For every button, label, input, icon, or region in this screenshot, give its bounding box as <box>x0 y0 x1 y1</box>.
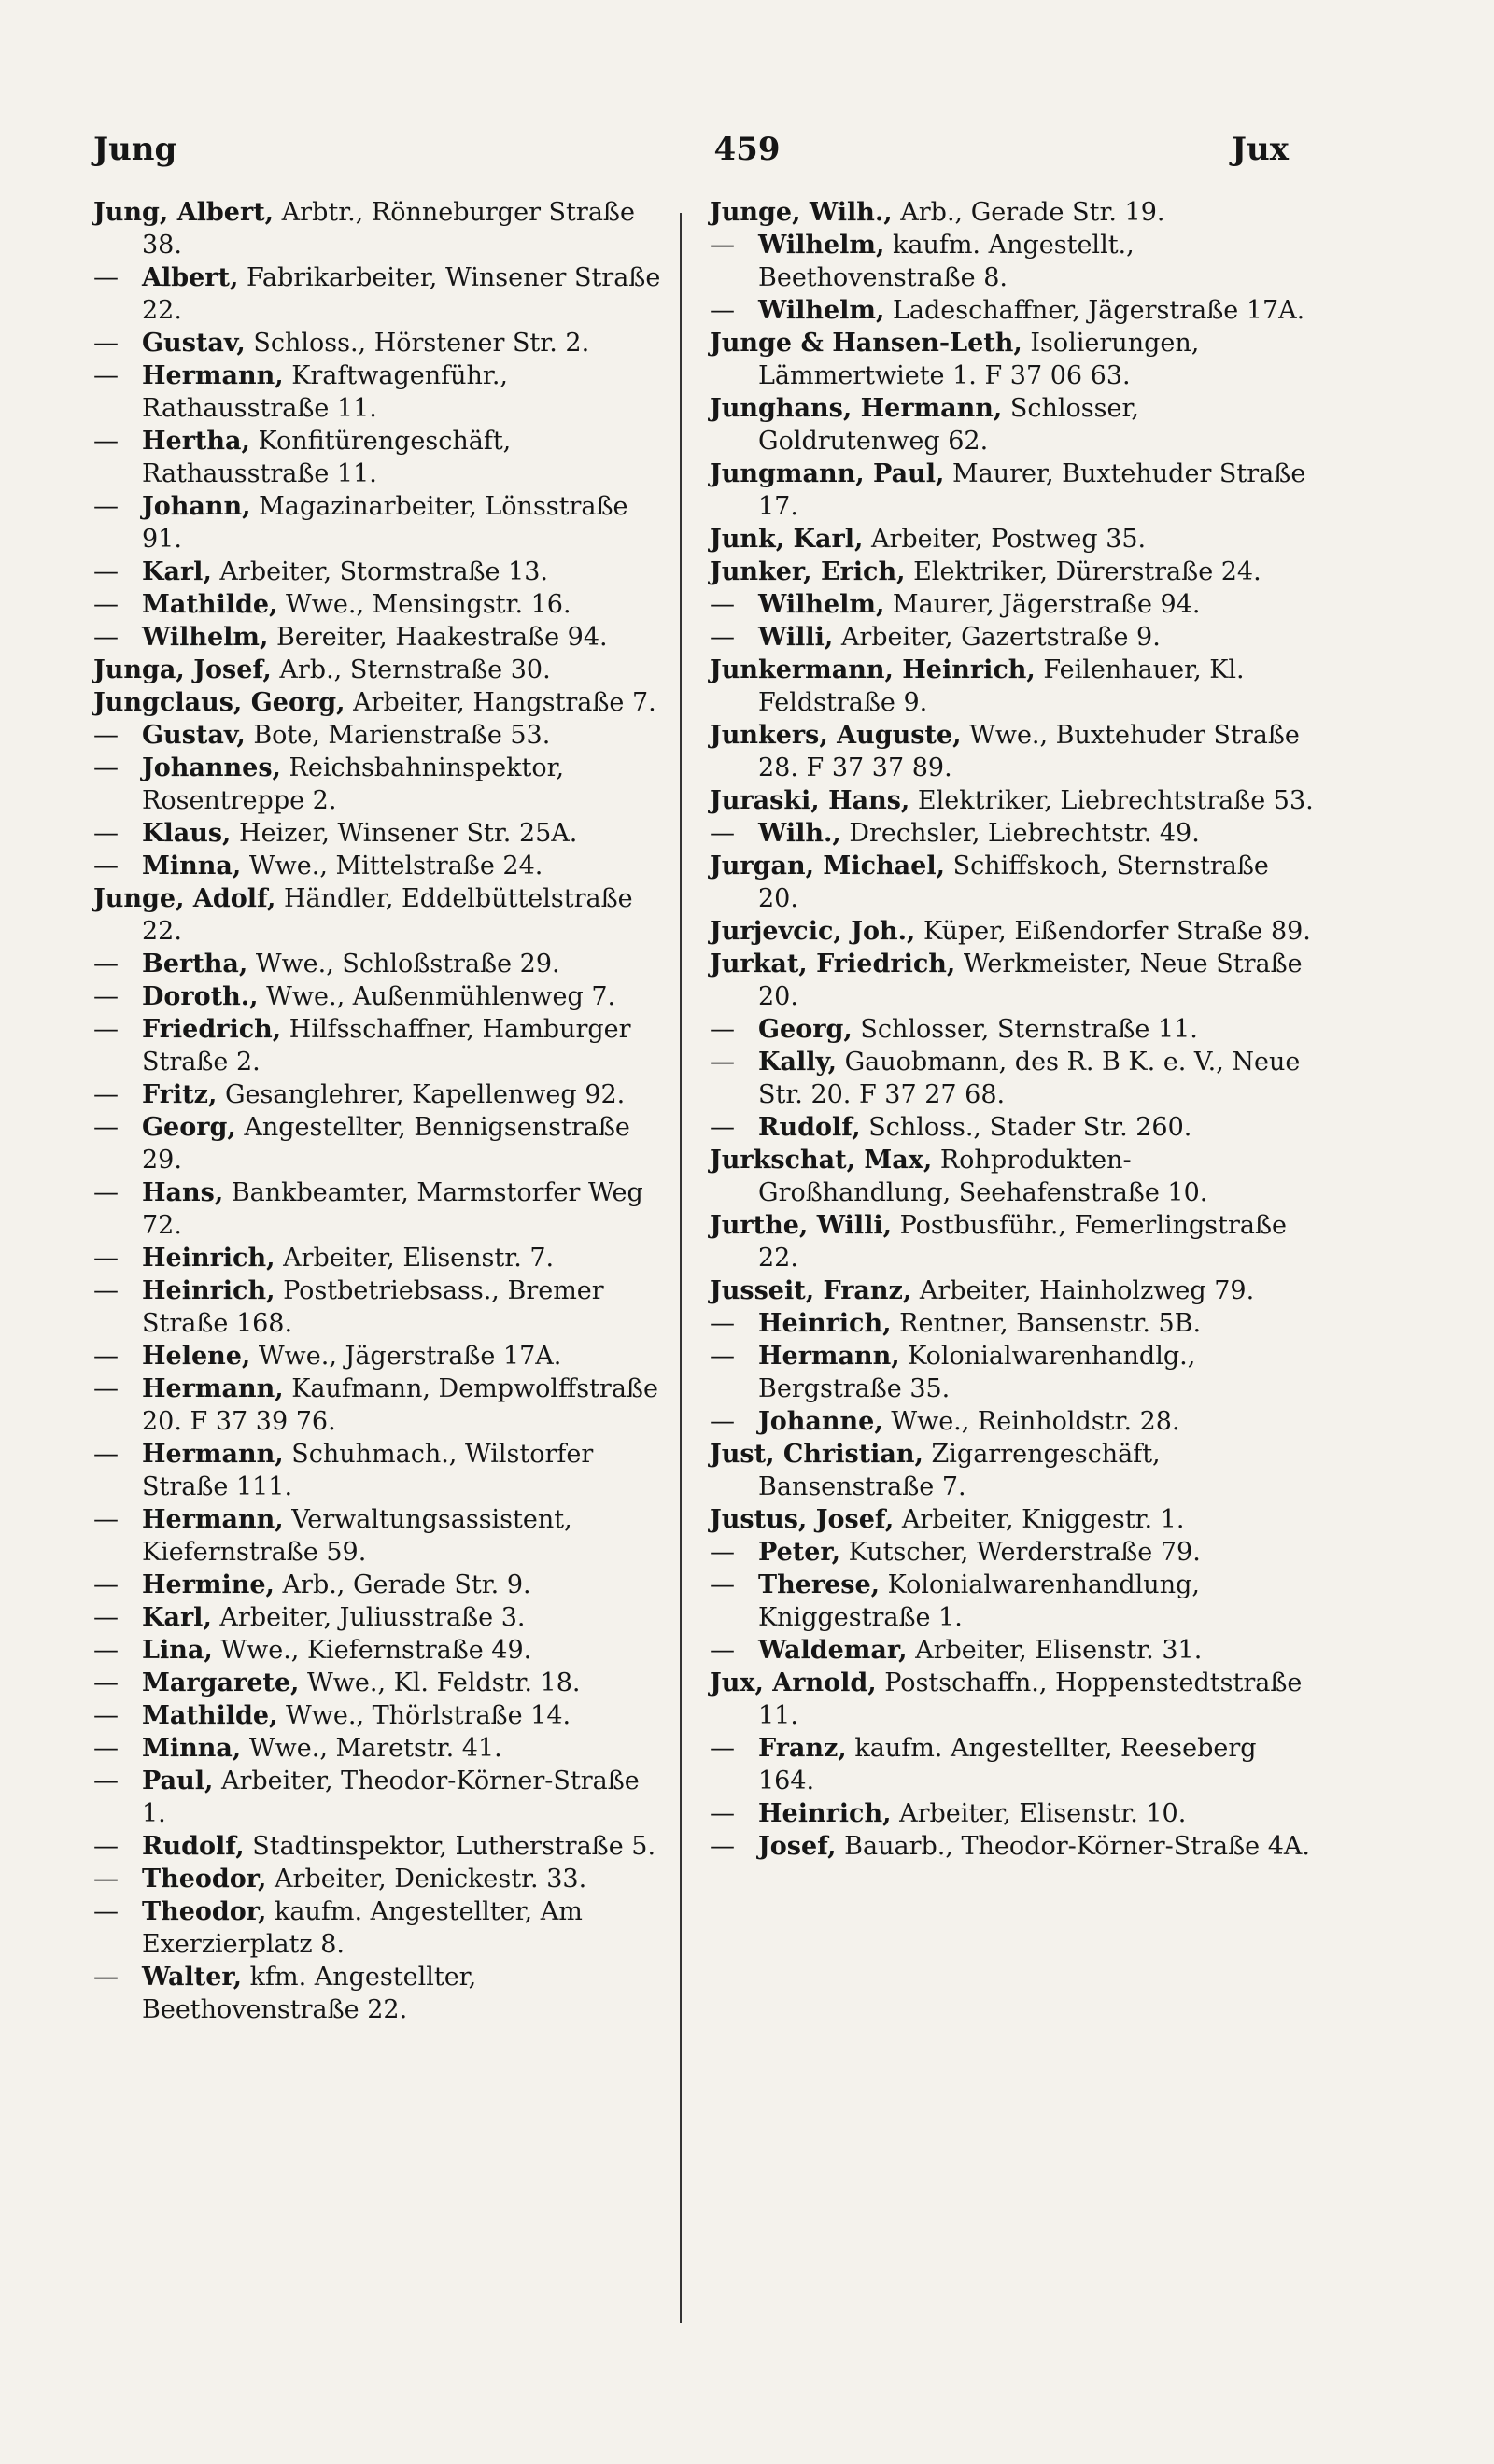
entry-name: Junker, Erich, <box>710 557 906 586</box>
directory-entry <box>93 1830 663 1863</box>
entry-details: Kraftwagenführ., Rathausstraße 11. <box>142 361 508 423</box>
ditto-dash: — <box>710 231 735 260</box>
ditto-dash: — <box>93 1276 119 1305</box>
entry-details: Arbeiter, Elisenstr. 31. <box>907 1636 1203 1665</box>
entry-details: Wwe., Außenmühlenweg 7. <box>258 982 616 1011</box>
entry-name: Jungclaus, Georg, <box>93 688 345 717</box>
ditto-dash: — <box>93 819 119 848</box>
entry-name: Jurkschat, Max, <box>710 1146 933 1175</box>
entry-name: Hermine, <box>142 1570 275 1599</box>
ditto-dash: — <box>93 1865 119 1894</box>
ditto-dash: — <box>93 982 119 1011</box>
entry-details: Wwe., Mensingstr. 16. <box>277 590 571 619</box>
directory-entry <box>93 654 663 686</box>
entry-name: Helene, <box>142 1342 251 1371</box>
directory-entry <box>710 1307 1317 1340</box>
directory-entry <box>710 1111 1317 1144</box>
ditto-dash: — <box>93 1080 119 1109</box>
entry-name: Lina, <box>142 1636 213 1665</box>
entry-name: Rudolf, <box>758 1113 861 1142</box>
ditto-dash: — <box>710 590 735 619</box>
directory-entry <box>93 1863 663 1895</box>
ditto-dash: — <box>93 1113 119 1142</box>
entry-name: Margarete, <box>142 1668 300 1697</box>
entry-name: Karl, <box>142 557 212 586</box>
ditto-dash: — <box>710 1832 735 1861</box>
directory-entry <box>93 621 663 654</box>
entry-details: Arb., Gerade Str. 19. <box>892 198 1165 227</box>
entry-details: Wwe., Maretstr. 41. <box>241 1734 502 1763</box>
entry-details: Bote, Marienstraße 53. <box>245 721 551 750</box>
header-right-catchword: Jux <box>1231 131 1289 168</box>
ditto-dash: — <box>93 427 119 456</box>
ditto-dash: — <box>93 1342 119 1371</box>
directory-entry <box>710 621 1317 654</box>
directory-entry <box>710 196 1317 229</box>
entry-name: Karl, <box>142 1603 212 1632</box>
ditto-dash: — <box>93 1015 119 1044</box>
entry-name: Johanne, <box>758 1407 883 1436</box>
directory-entry <box>93 1961 663 2026</box>
ditto-dash: — <box>710 296 735 325</box>
entry-name: Wilhelm, <box>758 590 885 619</box>
entry-name: Junge & Hansen-Leth, <box>710 329 1022 358</box>
directory-entry <box>93 327 663 359</box>
entry-details: Wwe., Buxtehuder Straße 28. F 37 37 89. <box>758 721 1300 782</box>
entry-details: Reichsbahninspektor, Rosentreppe 2. <box>142 753 565 815</box>
entry-name: Mathilde, <box>142 1701 278 1730</box>
directory-entry <box>93 1013 663 1078</box>
entry-details: Kolonialwarenhandlg., Bergstraße 35. <box>758 1342 1196 1403</box>
ditto-dash: — <box>93 1570 119 1599</box>
entry-details: kaufm. Angestellt., Beethovenstraße 8. <box>758 231 1135 292</box>
entry-name: Johann, <box>142 492 251 521</box>
entry-details: Wwe., Schloßstraße 29. <box>247 950 560 979</box>
ditto-dash: — <box>93 329 119 358</box>
directory-entry <box>710 588 1317 621</box>
entry-details: Bauarb., Theodor-Körner-Straße 4A. <box>836 1832 1310 1861</box>
directory-entry <box>93 1503 663 1569</box>
entry-details: Postbusführ., Femerlingstraße 22. <box>758 1211 1287 1273</box>
entry-details: Werkmeister, Neue Straße 20. <box>758 950 1303 1011</box>
entry-name: Josef, <box>758 1832 837 1861</box>
directory-entry <box>710 1274 1317 1307</box>
entry-details: Kutscher, Werderstraße 79. <box>840 1538 1201 1567</box>
directory-entry <box>710 1667 1317 1732</box>
ditto-dash: — <box>710 1799 735 1828</box>
entry-details: Ladeschaffner, Jägerstraße 17A. <box>884 296 1305 325</box>
directory-entry <box>710 556 1317 588</box>
directory-entry <box>93 817 663 850</box>
entry-name: Theodor, <box>142 1865 267 1894</box>
directory-entry <box>710 817 1317 850</box>
ditto-dash: — <box>93 1832 119 1861</box>
directory-entry <box>93 719 663 752</box>
entry-details: Wwe., Kiefernstraße 49. <box>212 1636 532 1665</box>
directory-entry <box>710 294 1317 327</box>
ditto-dash: — <box>710 1538 735 1567</box>
entry-name: Heinrich, <box>758 1799 892 1828</box>
entry-name: Friedrich, <box>142 1015 282 1044</box>
ditto-dash: — <box>93 1701 119 1730</box>
entry-details: Arbeiter, Hainholzweg 79. <box>911 1276 1255 1305</box>
entry-name: Willi, <box>758 623 834 652</box>
directory-entry <box>710 1503 1317 1536</box>
entry-details: Arbeiter, Stormstraße 13. <box>211 557 549 586</box>
ditto-dash: — <box>93 623 119 652</box>
entry-name: Jurthe, Willi, <box>710 1211 892 1240</box>
entry-details: Wwe., Mittelstraße 24. <box>241 852 543 880</box>
entry-details: Bereiter, Haakestraße 94. <box>268 623 608 652</box>
directory-entry <box>710 327 1317 392</box>
entry-name: Just, Christian, <box>710 1440 923 1469</box>
directory-entry <box>93 196 663 261</box>
directory-entry <box>710 458 1317 523</box>
directory-entry <box>93 948 663 980</box>
ditto-dash: — <box>93 1440 119 1469</box>
directory-entry <box>710 1340 1317 1405</box>
directory-entry <box>710 1634 1317 1667</box>
directory-entry <box>710 1013 1317 1046</box>
entry-details: Wwe., Reinholdstr. 28. <box>882 1407 1180 1436</box>
entry-name: Minna, <box>142 852 242 880</box>
entry-details: Isolierungen, Lämmertwiete 1. F 37 06 63. <box>758 329 1200 390</box>
ditto-dash: — <box>710 1015 735 1044</box>
ditto-dash: — <box>710 1407 735 1436</box>
entry-details: Postschaffn., Hoppenstedtstraße 11. <box>758 1668 1303 1730</box>
entry-details: Schloss., Stader Str. 260. <box>860 1113 1192 1142</box>
directory-entry <box>710 1438 1317 1503</box>
entry-details: Postbetriebsass., Bremer Straße 168. <box>142 1276 604 1338</box>
entry-details: Kolonialwarenhandlung, Kniggestraße 1. <box>758 1570 1200 1632</box>
entry-name: Paul, <box>142 1767 214 1795</box>
entry-name: Albert, <box>142 263 239 292</box>
entry-details: Elektriker, Dürerstraße 24. <box>905 557 1261 586</box>
directory-entry <box>710 784 1317 817</box>
entry-name: Georg, <box>142 1113 236 1142</box>
entry-name: Heinrich, <box>758 1309 892 1338</box>
ditto-dash: — <box>93 1178 119 1207</box>
directory-entry <box>710 1830 1317 1863</box>
entry-name: Waldemar, <box>758 1636 908 1665</box>
entry-name: Junga, Josef, <box>93 655 272 684</box>
entry-name: Fritz, <box>142 1080 218 1109</box>
header-left-catchword: Jung <box>93 131 177 168</box>
directory-entry <box>93 850 663 882</box>
ditto-dash: — <box>93 1505 119 1534</box>
directory-entry <box>710 1569 1317 1634</box>
directory-entry <box>93 588 663 621</box>
entry-name: Franz, <box>758 1734 847 1763</box>
entry-details: Arbeiter, Juliusstraße 3. <box>211 1603 526 1632</box>
entry-details: Arbeiter, Kniggestr. 1. <box>894 1505 1185 1534</box>
ditto-dash: — <box>93 590 119 619</box>
directory-entry <box>93 1242 663 1274</box>
ditto-dash: — <box>93 1963 119 1992</box>
entry-details: Heizer, Winsener Str. 25A. <box>231 819 578 848</box>
entry-name: Junge, Adolf, <box>93 884 276 913</box>
entry-name: Jurjevcic, Joh., <box>710 917 916 946</box>
ditto-dash: — <box>710 1734 735 1763</box>
entry-details: Arbeiter, Postweg 35. <box>863 525 1147 554</box>
directory-entry <box>710 1046 1317 1111</box>
directory-entry <box>93 1078 663 1111</box>
directory-entry <box>93 686 663 719</box>
directory-entry <box>93 1340 663 1373</box>
ditto-dash: — <box>93 1374 119 1403</box>
directory-entry <box>710 1144 1317 1209</box>
entry-details: Fabrikarbeiter, Winsener Straße 22. <box>142 263 661 325</box>
ditto-dash: — <box>93 361 119 390</box>
entry-name: Junk, Karl, <box>710 525 864 554</box>
directory-entry <box>710 654 1317 719</box>
entry-name: Junghans, Hermann, <box>710 394 1003 423</box>
entry-details: Schuhmach., Wilstorfer Straße 111. <box>142 1440 594 1501</box>
right-column <box>710 196 1317 1863</box>
entry-details: Verwaltungsassistent, Kiefernstraße 59. <box>142 1505 572 1567</box>
entry-name: Walter, <box>142 1963 243 1992</box>
entry-details: kfm. Angestellter, Beethovenstraße 22. <box>142 1963 477 2024</box>
ditto-dash: — <box>93 1897 119 1926</box>
directory-entry <box>93 556 663 588</box>
left-column <box>93 196 663 2026</box>
ditto-dash: — <box>93 721 119 750</box>
entry-details: Gauobmann, des R. B K. e. V., Neue Str. 20. F 37 27 68. <box>758 1048 1301 1109</box>
directory-entry <box>710 719 1317 784</box>
entry-name: Therese, <box>758 1570 881 1599</box>
entry-details: Küper, Eißendorfer Straße 89. <box>915 917 1311 946</box>
entry-details: kaufm. Angestellter, Reeseberg 164. <box>758 1734 1257 1795</box>
directory-entry <box>710 1732 1317 1797</box>
directory-entry <box>93 752 663 817</box>
ditto-dash: — <box>93 950 119 979</box>
ditto-dash: — <box>93 1244 119 1273</box>
entry-details: Schlosser, Goldrutenweg 62. <box>758 394 1140 456</box>
ditto-dash: — <box>93 852 119 880</box>
directory-entry <box>710 915 1317 948</box>
entry-details: Schlosser, Sternstraße 11. <box>852 1015 1198 1044</box>
ditto-dash: — <box>93 1636 119 1665</box>
directory-entry <box>710 523 1317 556</box>
directory-entry <box>93 1176 663 1242</box>
entry-name: Hertha, <box>142 427 250 456</box>
directory-entry <box>93 1895 663 1961</box>
directory-entry <box>93 1732 663 1765</box>
entry-name: Mathilde, <box>142 590 278 619</box>
running-header <box>0 131 1494 177</box>
directory-entry <box>93 1667 663 1699</box>
ditto-dash: — <box>710 1113 735 1142</box>
entry-details: Elektriker, Liebrechtstraße 53. <box>909 786 1314 815</box>
ditto-dash: — <box>710 1309 735 1338</box>
entry-details: Arbeiter, Elisenstr. 7. <box>275 1244 555 1273</box>
entry-name: Johannes, <box>142 753 281 782</box>
column-divider <box>680 213 682 2323</box>
entry-name: Hermann, <box>142 1440 284 1469</box>
directory-entry <box>710 1536 1317 1569</box>
entry-details: Wwe., Kl. Feldstr. 18. <box>299 1668 581 1697</box>
entry-name: Heinrich, <box>142 1276 275 1305</box>
ditto-dash: — <box>710 1048 735 1077</box>
entry-name: Jux, Arnold, <box>710 1668 877 1697</box>
directory-entry <box>93 1601 663 1634</box>
entry-details: Angestellter, Bennigsenstraße 29. <box>142 1113 630 1175</box>
ditto-dash: — <box>93 1668 119 1697</box>
directory-entry <box>93 980 663 1013</box>
entry-name: Klaus, <box>142 819 232 848</box>
entry-name: Justus, Josef, <box>710 1505 895 1534</box>
entry-name: Jungmann, Paul, <box>710 459 945 488</box>
entry-name: Rudolf, <box>142 1832 245 1861</box>
directory-entry <box>710 1405 1317 1438</box>
entry-name: Bertha, <box>142 950 248 979</box>
entry-name: Junkermann, Heinrich, <box>710 655 1036 684</box>
directory-entry <box>710 392 1317 458</box>
entry-details: Feilenhauer, Kl. Feldstraße 9. <box>758 655 1245 717</box>
entry-details: Magazinarbeiter, Lönsstraße 91. <box>142 492 628 554</box>
entry-name: Jusseit, Franz, <box>710 1276 912 1305</box>
entry-details: Gesanglehrer, Kapellenweg 92. <box>217 1080 626 1109</box>
entry-details: Arb., Gerade Str. 9. <box>274 1570 531 1599</box>
entry-name: Juraski, Hans, <box>710 786 910 815</box>
ditto-dash: — <box>710 1342 735 1371</box>
entry-details: Rohprodukten-Großhandlung, Seehafenstraße 10. <box>758 1146 1208 1207</box>
ditto-dash: — <box>93 492 119 521</box>
ditto-dash: — <box>710 819 735 848</box>
entry-details: Rentner, Bansenstr. 5B. <box>891 1309 1202 1338</box>
ditto-dash: — <box>710 623 735 652</box>
entry-details: kaufm. Angestellter, Am Exerzierplatz 8. <box>142 1897 583 1959</box>
directory-entry <box>93 261 663 327</box>
entry-name: Hermann, <box>142 361 284 390</box>
entry-details: Arbeiter, Elisenstr. 10. <box>891 1799 1187 1828</box>
entry-name: Hermann, <box>142 1374 284 1403</box>
directory-entry <box>93 1438 663 1503</box>
entry-name: Wilhelm, <box>758 296 885 325</box>
entry-name: Minna, <box>142 1734 242 1763</box>
entry-name: Jung, Albert, <box>93 198 275 227</box>
entry-details: Stadtinspektor, Lutherstraße 5. <box>244 1832 656 1861</box>
entry-details: Konfitürengeschäft, Rathausstraße 11. <box>142 427 512 488</box>
directory-entry <box>93 1274 663 1340</box>
directory-entry <box>93 1569 663 1601</box>
ditto-dash: — <box>93 1734 119 1763</box>
entry-name: Hermann, <box>142 1505 284 1534</box>
entry-name: Kally, <box>758 1048 837 1077</box>
ditto-dash: — <box>710 1570 735 1599</box>
ditto-dash: — <box>93 1767 119 1795</box>
ditto-dash: — <box>710 1636 735 1665</box>
directory-entry <box>710 948 1317 1013</box>
entry-details: Maurer, Jägerstraße 94. <box>884 590 1201 619</box>
entry-name: Theodor, <box>142 1897 267 1926</box>
directory-entry <box>93 490 663 556</box>
entry-details: Arbtr., Rönneburger Straße 38. <box>142 198 635 260</box>
entry-details: Schloss., Hörstener Str. 2. <box>245 329 590 358</box>
directory-entry <box>93 1699 663 1732</box>
directory-entry <box>710 850 1317 915</box>
directory-entry <box>93 882 663 948</box>
entry-details: Arb., Sternstraße 30. <box>271 655 551 684</box>
entry-name: Jurgan, Michael, <box>710 852 945 880</box>
entry-name: Hermann, <box>758 1342 900 1371</box>
page-number: 459 <box>713 131 781 168</box>
directory-entry <box>93 1111 663 1176</box>
entry-name: Heinrich, <box>142 1244 275 1273</box>
entry-details: Maurer, Buxtehuder Straße 17. <box>758 459 1306 521</box>
ditto-dash: — <box>93 753 119 782</box>
directory-entry <box>710 1209 1317 1274</box>
entry-name: Wilhelm, <box>142 623 269 652</box>
entry-name: Gustav, <box>142 721 246 750</box>
entry-name: Jurkat, Friedrich, <box>710 950 956 979</box>
ditto-dash: — <box>93 557 119 586</box>
entry-details: Kaufmann, Dempwolffstraße 20. F 37 39 76. <box>142 1374 658 1436</box>
entry-name: Peter, <box>758 1538 841 1567</box>
entry-details: Händler, Eddelbüttelstraße 22. <box>142 884 633 946</box>
entry-name: Gustav, <box>142 329 246 358</box>
directory-entry <box>93 425 663 490</box>
directory-entry <box>710 229 1317 294</box>
entry-details: Bankbeamter, Marmstorfer Weg 72. <box>142 1178 643 1240</box>
entry-name: Wilhelm, <box>758 231 885 260</box>
entry-details: Wwe., Thörlstraße 14. <box>277 1701 571 1730</box>
entry-name: Hans, <box>142 1178 224 1207</box>
entry-details: Arbeiter, Gazertstraße 9. <box>833 623 1161 652</box>
directory-entry <box>93 359 663 425</box>
entry-name: Junge, Wilh., <box>710 198 893 227</box>
entry-details: Schiffskoch, Sternstraße 20. <box>758 852 1269 913</box>
directory-entry <box>93 1765 663 1830</box>
entry-details: Arbeiter, Theodor-Körner-Straße 1. <box>142 1767 640 1828</box>
ditto-dash: — <box>93 1603 119 1632</box>
entry-details: Hilfsschaffner, Hamburger Straße 2. <box>142 1015 631 1077</box>
entry-details: Arbeiter, Denickestr. 33. <box>266 1865 587 1894</box>
entry-details: Drechsler, Liebrechtstr. 49. <box>840 819 1200 848</box>
directory-entry <box>710 1797 1317 1830</box>
entry-details: Wwe., Jägerstraße 17A. <box>250 1342 562 1371</box>
entry-name: Doroth., <box>142 982 259 1011</box>
entry-name: Georg, <box>758 1015 853 1044</box>
directory-entry <box>93 1373 663 1438</box>
ditto-dash: — <box>93 263 119 292</box>
entry-details: Arbeiter, Hangstraße 7. <box>345 688 656 717</box>
entry-details: Zigarrengeschäft, Bansenstraße 7. <box>758 1440 1161 1501</box>
entry-name: Wilh., <box>758 819 841 848</box>
directory-entry <box>93 1634 663 1667</box>
entry-name: Junkers, Auguste, <box>710 721 962 750</box>
